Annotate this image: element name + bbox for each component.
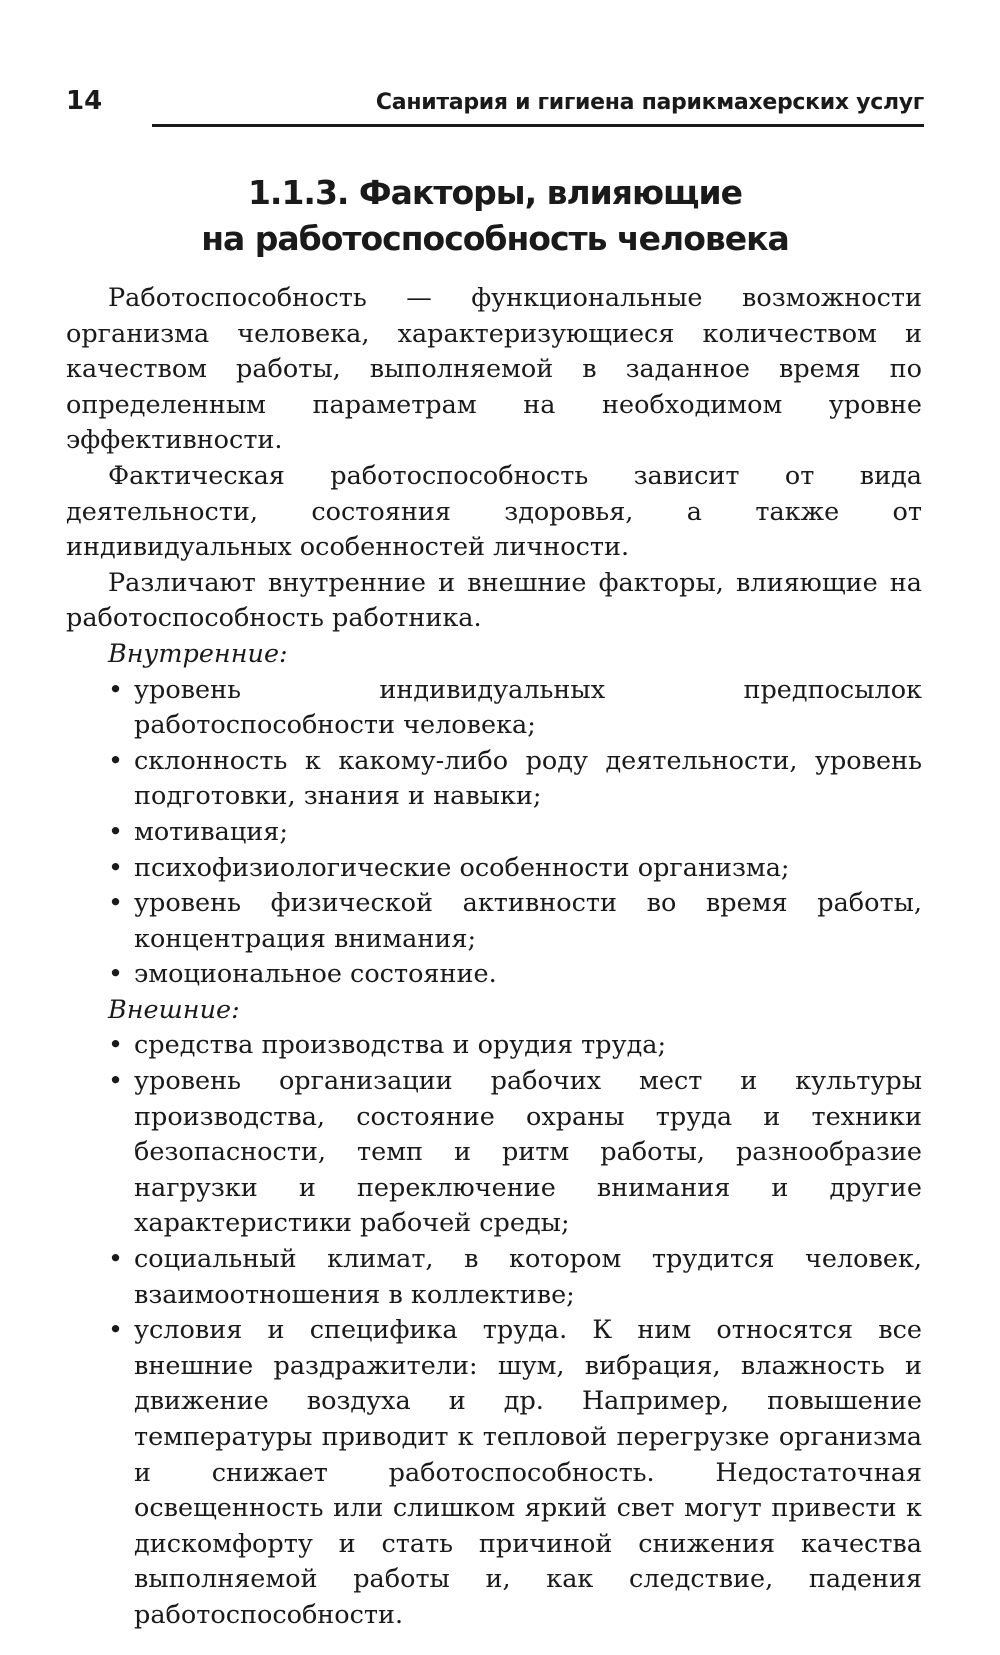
bullet-icon: • [108, 1244, 124, 1275]
external-factors-heading: Внешние: [108, 994, 240, 1025]
paragraph-definition: Работоспособность — функциональные возможности организма человека, характеризующиеся количеством и качеством работы, выполняемой в заданное время по определенным параметрам на необходимом уровне эффективности. [66, 283, 922, 456]
list-item-text: средства производства и орудия труда; [134, 1030, 667, 1061]
list-item [66, 1064, 922, 1242]
list-item [66, 744, 922, 815]
list-item-text: условия и специфика труда. К ним относятся все внешние раздражители: шум, вибрация, влажность и движение воздуха и др. Например, повышение температуры приводит к тепловой перегрузке организма и снижает работоспособность. Недостаточная освещенность или слишком яркий свет могут привести к дискомфорту и стать причиной снижения качества выполняемой работы и, как следствие, падения работоспособности. [134, 1315, 922, 1630]
list-item-text: мотивация; [134, 816, 288, 847]
list-item [66, 1313, 922, 1633]
internal-factors-heading: Внутренние: [108, 638, 288, 669]
paragraph-factual: Фактическая работоспособность зависит от вида деятельности, состояния здоровья, а также от индивидуальных особенностей личности. [66, 460, 922, 563]
bullet-icon: • [108, 888, 124, 919]
bullet-icon: • [108, 745, 124, 776]
list-item [66, 673, 922, 744]
section-title-line-2: на работоспособность человека [201, 219, 789, 258]
section-title-line-1: 1.1.3. Факторы, влияющие [247, 173, 743, 212]
running-header: Санитария и гигиена парикмахерских услуг [375, 90, 924, 115]
list-item-text: эмоциональное состояние. [134, 959, 497, 990]
list-item [66, 1242, 922, 1313]
list-item-text: социальный климат, в котором трудится человек, взаимоотношения в коллективе; [134, 1244, 922, 1310]
bullet-icon: • [108, 674, 124, 705]
list-item-text: уровень организации рабочих мест и культуры производства, состояние охраны труда и техники безопасности, темп и ритм работы, разнообразие нагрузки и переключение внимания и другие характеристики рабочей среды; [134, 1066, 922, 1239]
body-text [66, 281, 922, 1634]
list-item [66, 815, 922, 851]
internal-factors-list [66, 673, 922, 993]
page-number: 14 [66, 86, 103, 116]
bullet-icon: • [108, 1030, 124, 1061]
bullet-icon: • [108, 959, 124, 990]
list-item [66, 851, 922, 887]
header-rule [152, 124, 924, 127]
bullet-icon: • [108, 1066, 124, 1097]
list-item-text: психофизиологические особенности организма; [134, 852, 790, 883]
list-item-text: склонность к какому-либо роду деятельности, уровень подготовки, знания и навыки; [134, 745, 922, 812]
list-item [66, 957, 922, 993]
paragraph-factors-intro: Различают внутренние и внешние факторы, влияющие на работоспособность работника. [66, 567, 922, 634]
external-factors-list [66, 1028, 922, 1633]
bullet-icon: • [108, 852, 124, 883]
list-item-text: уровень индивидуальных предпосылок работоспособности человека; [134, 674, 922, 741]
list-item [66, 886, 922, 957]
section-title [60, 170, 930, 262]
bullet-icon: • [108, 816, 124, 847]
list-item-text: уровень физической активности во время работы, концентрация внимания; [134, 888, 922, 954]
list-item [66, 1028, 922, 1064]
bullet-icon: • [108, 1315, 124, 1346]
